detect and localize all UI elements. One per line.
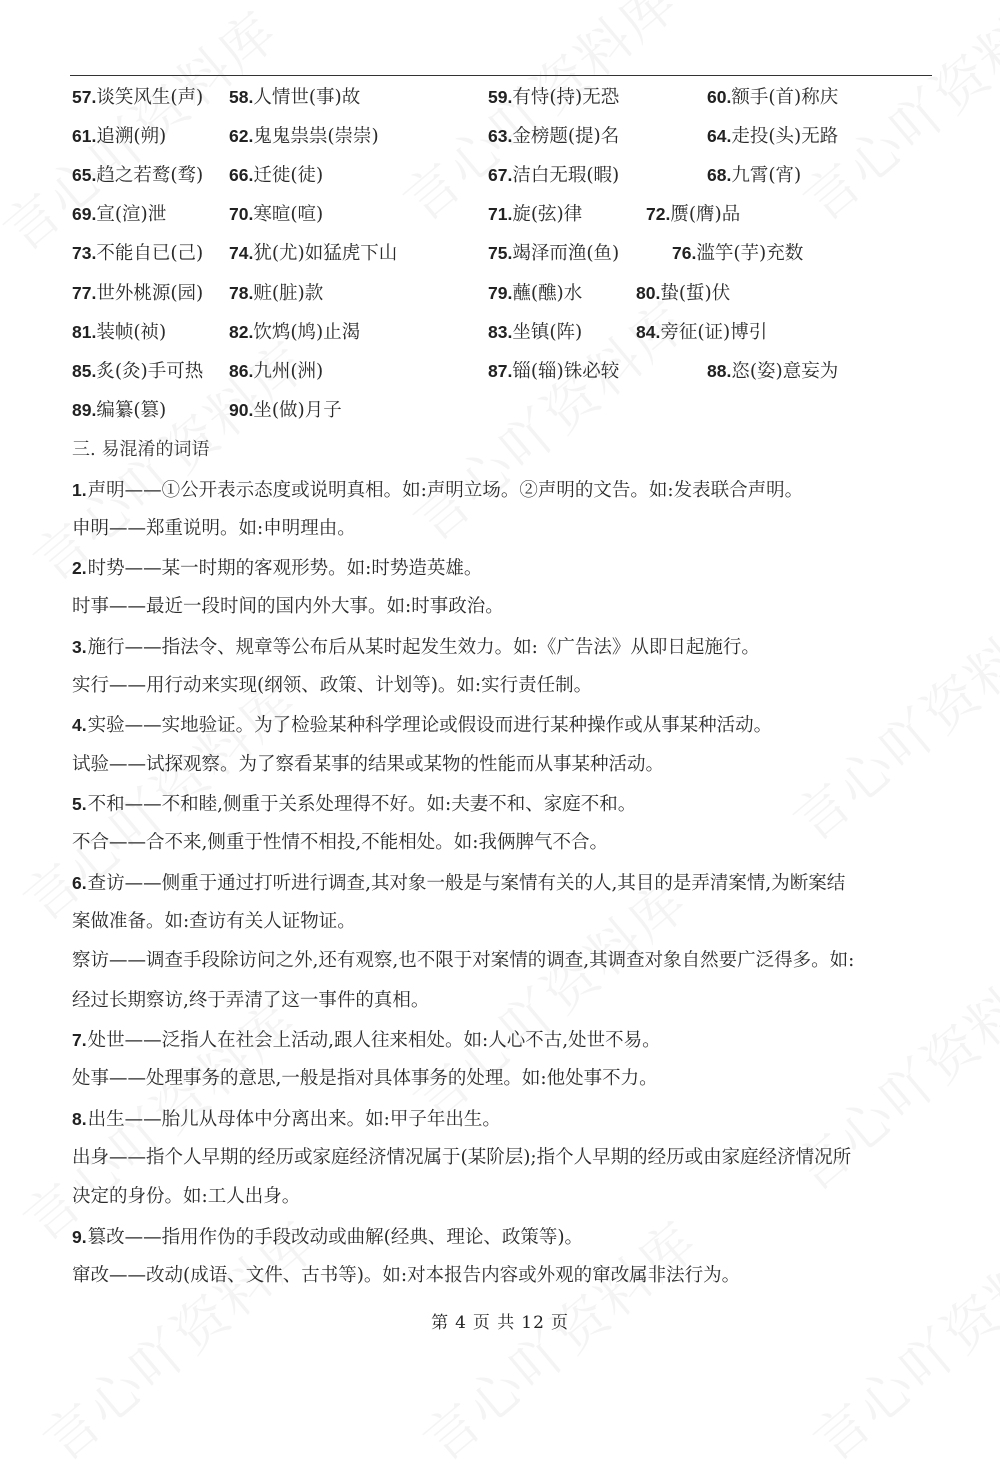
text-line: 不合——合不来,侧重于性情不相投,不能相处。如:我俩脾气不合。: [72, 832, 608, 853]
idiom-item: 63.金榜题(提)名: [488, 126, 620, 147]
text-line: 窜改——改动(成语、文件、古书等)。如:对本报告内容或外观的窜改属非法行为。: [72, 1265, 741, 1286]
text-line: 9.篡改——指用作伪的手段改动或曲解(经典、理论、政策等)。: [72, 1227, 584, 1248]
idiom-item: 79.蘸(醮)水: [488, 283, 583, 304]
idiom-item: 62.鬼鬼祟祟(崇崇): [229, 126, 379, 147]
idiom-item: 57.谈笑风生(声): [72, 87, 204, 108]
text-line: 实行——用行动来实现(纲领、政策、计划等)。如:实行责任制。: [72, 675, 593, 696]
text-line: 6.查访——侧重于通过打听进行调查,其对象一般是与案情有关的人,其目的是弄清案情,为断案结: [72, 873, 846, 894]
text-line: 察访——调查手段除访问之外,还有观察,也不限于对案情的调查,其调查对象自然要广泛得多。如:: [72, 950, 855, 971]
text-line: 4.实验——实地验证。为了检验某种科学理论或假设而进行某种操作或从事某种活动。: [72, 715, 773, 736]
idiom-item: 69.宣(渲)泄: [72, 204, 167, 225]
text-line: 5.不和——不和睦,侧重于关系处理得不好。如:夫妻不和、家庭不和。: [72, 794, 637, 815]
idiom-item: 77.世外桃源(园): [72, 283, 204, 304]
idiom-item: 60.额手(首)称庆: [707, 87, 839, 108]
section-title: 三. 易混淆的词语: [72, 439, 210, 460]
idiom-item: 89.编纂(篡): [72, 400, 167, 421]
idiom-item: 85.炙(灸)手可热: [72, 361, 204, 382]
page-indicator: 第 4 页 共 12 页: [431, 1313, 569, 1333]
idiom-item: 84.旁征(证)博引: [636, 322, 768, 343]
text-line: 7.处世——泛指人在社会上活动,跟人往来相处。如:人心不古,处世不易。: [72, 1030, 661, 1051]
text-line: 8.出生——胎儿从母体中分离出来。如:甲子年出生。: [72, 1109, 501, 1130]
idiom-item: 65.趋之若鹜(骛): [72, 165, 204, 186]
idiom-item: 67.洁白无瑕(暇): [488, 165, 620, 186]
idiom-item: 59.有恃(持)无恐: [488, 87, 620, 108]
text-line: 2.时势——某一时期的客观形势。如:时势造英雄。: [72, 558, 483, 579]
idiom-item: 81.装帧(祯): [72, 322, 167, 343]
idiom-item: 61.追溯(朔): [72, 126, 167, 147]
idiom-item: 68.九霄(宵): [707, 165, 802, 186]
text-line: 出身——指个人早期的经历或家庭经济情况属于(某阶层);指个人早期的经历或由家庭经济情况所: [72, 1147, 852, 1168]
idiom-item: 64.走投(头)无路: [707, 126, 839, 147]
idiom-item: 76.滥竽(芋)充数: [672, 243, 804, 264]
text-line: 处事——处理事务的意思,一般是指对具体事务的处理。如:他处事不力。: [72, 1068, 658, 1089]
idiom-item: 73.不能自已(己): [72, 243, 204, 264]
idiom-item: 88.恣(姿)意妄为: [707, 361, 839, 382]
idiom-item: 83.坐镇(阵): [488, 322, 583, 343]
idiom-item: 71.旋(弦)律: [488, 204, 583, 225]
idiom-item: 90.坐(做)月子: [229, 400, 342, 421]
text-line: 时事——最近一段时间的国内外大事。如:时事政治。: [72, 596, 504, 617]
text-line: 1.声明——①公开表示态度或说明真相。如:声明立场。②声明的文告。如:发表联合声明。: [72, 480, 804, 501]
text-line: 经过长期察访,终于弄清了这一事件的真相。: [72, 990, 430, 1011]
text-line: 决定的身份。如:工人出身。: [72, 1186, 301, 1207]
idiom-item: 58.人情世(事)故: [229, 87, 361, 108]
text-line: 申明——郑重说明。如:申明理由。: [72, 518, 356, 539]
idiom-item: 82.饮鸩(鸠)止渴: [229, 322, 361, 343]
idiom-item: 75.竭泽而渔(鱼): [488, 243, 620, 264]
idiom-item: 70.寒暄(喧): [229, 204, 324, 225]
idiom-item: 78.赃(脏)款: [229, 283, 324, 304]
idiom-item: 72.赝(膺)品: [646, 204, 741, 225]
text-line: 试验——试探观察。为了察看某事的结果或某物的性能而从事某种活动。: [72, 754, 665, 775]
idiom-item: 87.锱(辎)铢必较: [488, 361, 620, 382]
idiom-item: 80.蛰(蜇)伏: [636, 283, 731, 304]
idiom-item: 74.犹(尤)如猛虎下山: [229, 243, 398, 264]
idiom-item: 86.九州(洲): [229, 361, 324, 382]
text-line: 3.施行——指法令、规章等公布后从某时起发生效力。如:《广告法》从即日起施行。: [72, 637, 760, 658]
header-rule: [70, 75, 932, 76]
idiom-item: 66.迁徙(徒): [229, 165, 324, 186]
text-line: 案做准备。如:查访有关人证物证。: [72, 911, 356, 932]
